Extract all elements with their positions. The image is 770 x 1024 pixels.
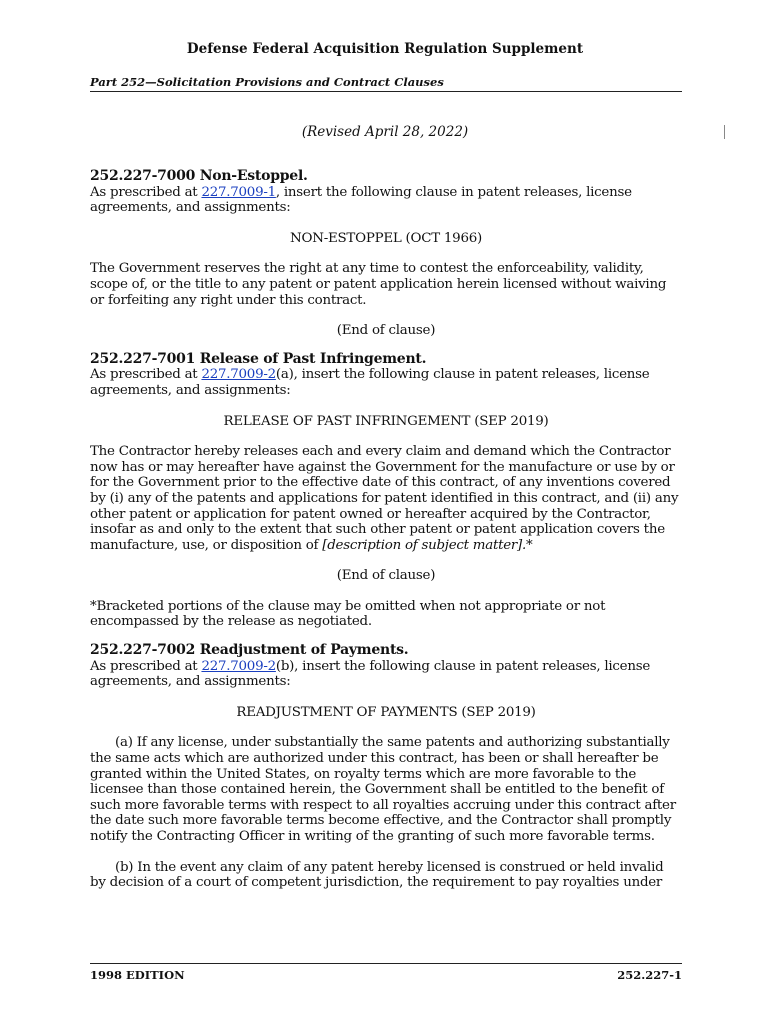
clause-text: The Contractor hereby releases each and every claim and demand which the Contractor now has or may hereafter have against the Government for the manufacture or use by or for the Government prior to the effective date of this contract, of any inventions covered by (i) any of the patents and applications for patent identified in this contract, and (ii) any other patent or application for patent owned or hereafter acquired by the Contractor, insofar as and only to the extent that such other patent or patent application covers the manufacture, use, or disposition of bbox=[90, 444, 679, 553]
change-bar bbox=[724, 125, 725, 139]
paragraph-a: (a) If any license, under substantially the same patents and authorizing substantially the same acts which are authorized under this contract, has been or shall hereafter be granted within the United States, on royalty terms which are more favorable to the licensee than those contained herein, the Government shall be entitled to the benefit of such more favorable terms with respect to all royalties accruing under this contract after the date such more favorable terms become effective, and the Contractor shall promptly notify the Contracting Officer in writing of the granting of such more favorable terms. bbox=[90, 735, 676, 844]
prescription-text: (a), insert the following clause in patent releases, license agreements, and assignments: bbox=[90, 367, 650, 398]
section-heading-7000: 252.227-7000 Non-Estoppel. bbox=[90, 168, 308, 184]
prescription-7000 bbox=[90, 185, 682, 216]
section-heading-7002: 252.227-7002 Readjustment of Payments. bbox=[90, 642, 409, 659]
reference-link-227-7009-2[interactable]: 227.7009-2 bbox=[201, 367, 276, 383]
prescription-7002 bbox=[90, 659, 682, 690]
part-heading: Part 252—Solicitation Provisions and Contract Clauses bbox=[90, 75, 444, 89]
header-divider bbox=[90, 91, 682, 92]
document-body bbox=[90, 169, 682, 891]
prescription-text: As prescribed at bbox=[90, 658, 202, 674]
section-heading-7001: 252.227-7001 Release of Past Infringement. bbox=[90, 350, 427, 367]
prescription-7001 bbox=[90, 367, 682, 398]
clause-text-end: .* bbox=[522, 537, 533, 553]
clause-text-release bbox=[90, 444, 682, 553]
footer-divider bbox=[90, 963, 682, 964]
page-number: 252.227-1 bbox=[617, 968, 682, 982]
reference-link-227-7009-1[interactable]: 227.7009-1 bbox=[201, 184, 276, 200]
prescription-text: As prescribed at bbox=[90, 367, 202, 383]
revision-date: (Revised April 28, 2022) bbox=[301, 124, 469, 140]
bracket-note: *Bracketed portions of the clause may be omitted when not appropriate or not encompassed by the release as negotiated. bbox=[90, 598, 606, 630]
clause-title-non-estoppel: NON-ESTOPPEL (OCT 1966) bbox=[290, 230, 482, 246]
prescription-text: (b), insert the following clause in patent releases, license agreements, and assignments: bbox=[90, 658, 651, 690]
prescription-text: As prescribed at bbox=[90, 184, 202, 200]
paragraph-b: (b) In the event any claim of any patent hereby licensed is construed or held invalid by decision of a court of competent jurisdiction, the requirement to pay royalties under bbox=[90, 859, 664, 891]
end-of-clause: (End of clause) bbox=[336, 568, 436, 584]
clause-title-readjustment: READJUSTMENT OF PAYMENTS (SEP 2019) bbox=[236, 704, 536, 720]
prescription-text: , insert the following clause in patent releases, license agreements, and assignments: bbox=[90, 184, 632, 216]
clause-title-release: RELEASE OF PAST INFRINGEMENT (SEP 2019) bbox=[223, 413, 549, 429]
reference-link-227-7009-2[interactable]: 227.7009-2 bbox=[201, 658, 276, 674]
edition-label: 1998 EDITION bbox=[90, 968, 185, 982]
subject-matter-placeholder: [description of subject matter] bbox=[322, 537, 523, 553]
end-of-clause: (End of clause) bbox=[336, 323, 436, 339]
document-title: Defense Federal Acquisition Regulation Supplement bbox=[186, 41, 584, 57]
clause-text-non-estoppel: The Government reserves the right at any time to contest the enforceability, validity, scope of, or the title to any patent or patent application herein licensed without waiving or forfeiting any right under this contract. bbox=[90, 261, 667, 308]
